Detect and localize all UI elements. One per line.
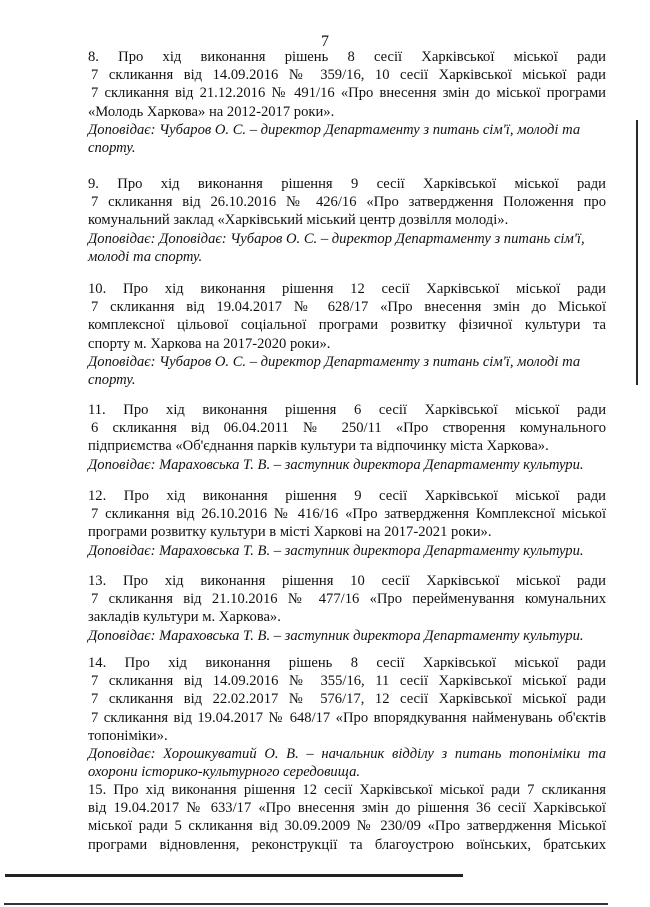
- agenda-item-9: [88, 175, 606, 266]
- agenda-item-11: [88, 401, 606, 474]
- scan-edge-mark: [4, 903, 608, 905]
- item-text-line: міської ради 5 скликання від 30.09.2009 № 230/09 «Про затвердження Міської: [88, 818, 606, 835]
- page-number: 7: [321, 33, 329, 50]
- speaker-line: Доповідає: Мараховська Т. В. – заступник директора Департаменту культури.: [88, 542, 584, 559]
- agenda-item-12: [88, 487, 606, 560]
- speaker-line: Доповідає: Мараховська Т. В. – заступник директора Департаменту культури.: [88, 627, 584, 644]
- agenda-item-8: [88, 48, 606, 157]
- item-text-line: 6 скликання від 06.04.2011 № 250/11 «Про створення комунального: [91, 420, 606, 437]
- item-text-line: 9. Про хід виконання рішення 9 сесії Харківської міської ради: [88, 176, 606, 192]
- agenda-item-14: [88, 654, 606, 781]
- speaker-line: Доповідає: Мараховська Т. В. – заступник директора Департаменту культури.: [88, 456, 584, 473]
- item-text-line: програми відновлення, реконструкції та благоустрою воїнських, братських: [88, 836, 606, 853]
- item-text-line: 7 скликання від 21.10.2016 № 477/16 «Про перейменування комунальних: [91, 591, 606, 608]
- item-text-line: 7 скликання від 22.02.2017 № 576/17, 12 сесії Харківської міської ради: [91, 691, 606, 708]
- item-text-line: 7 скликання від 21.12.2016 № 491/16 «Про внесення змін до міської програми: [91, 85, 606, 102]
- agenda-item-13: [88, 572, 606, 645]
- item-text-line: 15. Про хід виконання рішення 12 сесії Харківської міської ради 7 скликання: [88, 782, 606, 798]
- item-text-line: 7 скликання від 26.10.2016 № 416/16 «Про затвердження Комплексної міської: [91, 506, 606, 523]
- item-text-line: від 19.04.2017 № 633/17 «Про внесення змін до рішення 36 сесії Харківської: [88, 800, 606, 817]
- item-text-line: 12. Про хід виконання рішення 9 сесії Харківської міської ради: [88, 488, 606, 504]
- item-text-line: 7 скликання від 14.09.2016 № 355/16, 11 сесії Харківської міської ради: [91, 673, 606, 690]
- agenda-item-15: [88, 781, 606, 854]
- item-text-line: 7 скликання від 19.04.2017 № 628/17 «Про внесення змін до Міської: [91, 299, 606, 316]
- item-text-line: 14. Про хід виконання рішень 8 сесії Харківської міської ради: [88, 655, 606, 671]
- item-text-line: спорту м. Харкова на 2017-2020 роки».: [88, 335, 331, 352]
- speaker-line: Доповідає: Доповідає: Чубаров О. С. – директор Департаменту з питань сім'ї,: [88, 230, 585, 247]
- item-text-line: 8. Про хід виконання рішень 8 сесії Харківської міської ради: [88, 49, 606, 65]
- speaker-line: молоді та спорту.: [88, 248, 203, 265]
- agenda-item-10: [88, 280, 606, 389]
- speaker-line: спорту.: [88, 140, 136, 157]
- item-text-line: закладів культури м. Харкова».: [88, 609, 281, 626]
- item-text-line: підприємства «Об'єднання парків культури та відпочинку міста Харкова».: [88, 438, 549, 455]
- item-text-line: комунальний заклад «Харківський міський центр дозвілля молоді».: [88, 212, 509, 229]
- item-text-line: програми розвитку культури в місті Харкові на 2017-2021 роки».: [88, 524, 492, 541]
- item-text-line: комплексної цільової соціальної програми розвитку фізичної культури та: [88, 317, 606, 334]
- item-text-line: 7 скликання від 26.10.2016 № 426/16 «Про затвердження Положення про: [91, 194, 606, 211]
- item-text-line: 10. Про хід виконання рішення 12 сесії Харківської міської ради: [88, 281, 606, 297]
- speaker-line: Доповідає: Хорошкуватий О. В. – начальник відділу з питань топоніміки та: [88, 746, 606, 763]
- item-text-line: «Молодь Харкова» на 2012-2017 роки».: [88, 103, 335, 120]
- speaker-line: Доповідає: Чубаров О. С. – директор Департаменту з питань сім'ї, молоді та: [88, 121, 581, 138]
- item-text-line: 13. Про хід виконання рішення 10 сесії Харківської міської ради: [88, 573, 606, 589]
- scan-edge-mark: [5, 874, 463, 877]
- item-text-line: 11. Про хід виконання рішення 6 сесії Харківської міської ради: [88, 402, 606, 418]
- scan-edge-mark: [636, 120, 638, 385]
- speaker-line: спорту.: [88, 372, 136, 389]
- speaker-line: Доповідає: Чубаров О. С. – директор Департаменту з питань сім'ї, молоді та: [88, 353, 581, 370]
- item-text-line: 7 скликання від 14.09.2016 № 359/16, 10 сесії Харківської міської ради: [91, 67, 606, 84]
- item-text-line: 7 скликання від 19.04.2017 № 648/17 «Про впорядкування найменувань об'єктів: [91, 709, 606, 726]
- item-text-line: топоніміки».: [88, 727, 168, 744]
- speaker-line: охорони історико-культурного середовища.: [88, 764, 361, 781]
